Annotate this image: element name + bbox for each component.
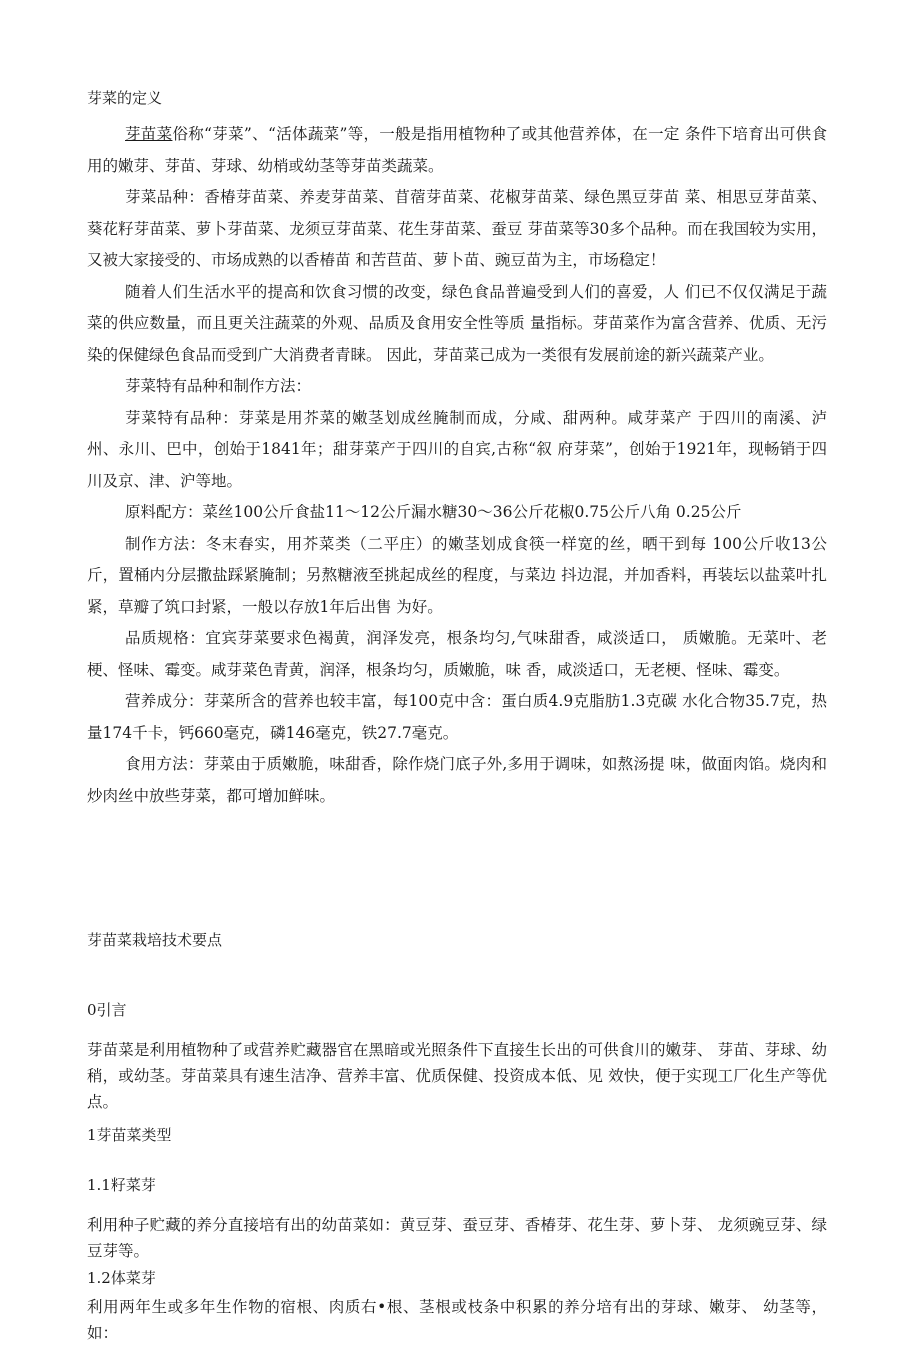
nutrition-paragraph: 营养成分：芽菜所含的营养也较丰富，每100克中含：蛋白质4.9克脂肪1.3克碳 水化合物35.7克，热量174千卡，钙660毫克，磷146毫克，铁27.7毫克。 — [87, 692, 827, 742]
section-sprout-definition — [87, 86, 827, 812]
definition-text: 俗称“芽菜”、“活体蔬菜”等，一般是指用植物种了或其他营养体，在一定 条件下培育出可供食用的嫩芽、芽苗、芽球、幼梢或幼茎等芽苗类蔬菜。 — [87, 125, 827, 175]
seed-sprout-heading: 1.1籽菜芽 — [87, 1176, 156, 1194]
section-title: 芽苗菜栽培技术要点 — [87, 931, 223, 949]
intro-heading: 0引言 — [87, 1001, 127, 1019]
special-varieties-paragraph: 芽菜特有品种：芽菜是用芥菜的嫩茎划成丝腌制而成，分咸、甜两种。咸芽菜产 于四川的南溪、泸州、永川、巴中，创始于1841年；甜芽菜产于四川的自宾,古称“叙 府芽菜”，创始于1921年，现畅销于四川及京、津、沪等地。 — [87, 408, 827, 490]
ingredients-paragraph: 原料配方：菜丝100公斤食盐11～12公斤漏水糖30～36公斤花椒0.75公斤八角 0.25公斤 — [125, 503, 742, 521]
seed-sprout-paragraph: 利用种子贮藏的养分直接培有出的幼苗菜如：黄豆芽、蚕豆芽、香椿芽、花生芽、萝卜芽、 龙须豌豆芽、绿豆芽等。 — [87, 1216, 827, 1260]
usage-paragraph: 食用方法：芽菜由于质嫩脆，味甜香，除作烧门底子外,多用于调味，如熬汤提 味，做面肉馅。烧肉和炒肉丝中放些芽菜，都可增加鲜味。 — [87, 755, 827, 805]
method-paragraph: 制作方法：冬末春实，用芥菜类（二平庄）的嫩茎划成食筷一样宽的丝，晒干到每 100公斤收13公斤，置桶内分层撒盐踩紧腌制；另熬糖液至挑起成丝的程度，与菜边 抖边混，并加香料，再装坛以盐菜叶扎紧，草瓣了筑口封紧，一般以存放1年后出售 为好。 — [87, 534, 827, 616]
section-cultivation — [87, 928, 827, 1346]
section-title: 芽菜的定义 — [87, 89, 163, 107]
varieties-paragraph: 芽菜品种：香椿芽苗菜、养麦芽苗菜、苜蓿芽苗菜、花椒芽苗菜、绿色黑豆芽苗 菜、相思豆芽苗菜、葵花籽芽苗菜、萝卜芽苗菜、龙须豆芽苗菜、花生芽苗菜、蚕豆 芽苗菜等30多个品种。而在我国较为实用，又被大家接受的、市场成熟的以香椿苗 和苦苣苗、萝卜苗、豌豆苗为主，市场稳定！ — [87, 188, 827, 269]
body-sprout-paragraph: 利用两年生或多年生作物的宿根、肉质右•根、茎根或枝条中积累的养分培有出的芽球、嫩芽、 幼茎等，如： — [87, 1298, 827, 1342]
special-heading: 芽菜特有品种和制作方法： — [125, 377, 312, 395]
body-sprout-heading: 1.2体菜芽 — [87, 1269, 156, 1287]
types-heading: 1芽苗菜类型 — [87, 1126, 172, 1144]
background-paragraph: 随着人们生活水平的提高和饮食习惯的改变，绿色食品普遍受到人们的喜爱，人 们已不仅仅满足于蔬菜的供应数量，而且更关注蔬菜的外观、品质及食用安全性等质 量指标。芽苗菜作为富含营养、优质、无污染的保健绿色食品而受到广大消费者青睐。 因此，芽苗菜己成为一类很有发展前途的新兴蔬菜产业。 — [87, 282, 827, 364]
quality-paragraph: 品质规格：宜宾芽菜要求色褐黄，润泽发亮，根条均匀,气味甜香，咸淡适口， 质嫩脆。无菜叶、老梗、怪味、霉变。咸芽菜色青黄，润泽，根条均匀，质嫩脆，味 香，咸淡适口，无老梗、怪味、霉变。 — [87, 629, 827, 679]
intro-paragraph: 芽苗菜是利用植物种了或营养贮藏器官在黑暗或光照条件下直接生长出的可供食川的嫩芽、 芽苗、芽球、幼稍，或幼茎。芽苗菜具有速生洁净、营养丰富、优质保健、投资成本低、见 效快，便于实现工厂化生产等优点。 — [87, 1041, 827, 1111]
definition-term: 芽苗菜 — [125, 125, 173, 143]
definition-paragraph — [87, 119, 827, 182]
